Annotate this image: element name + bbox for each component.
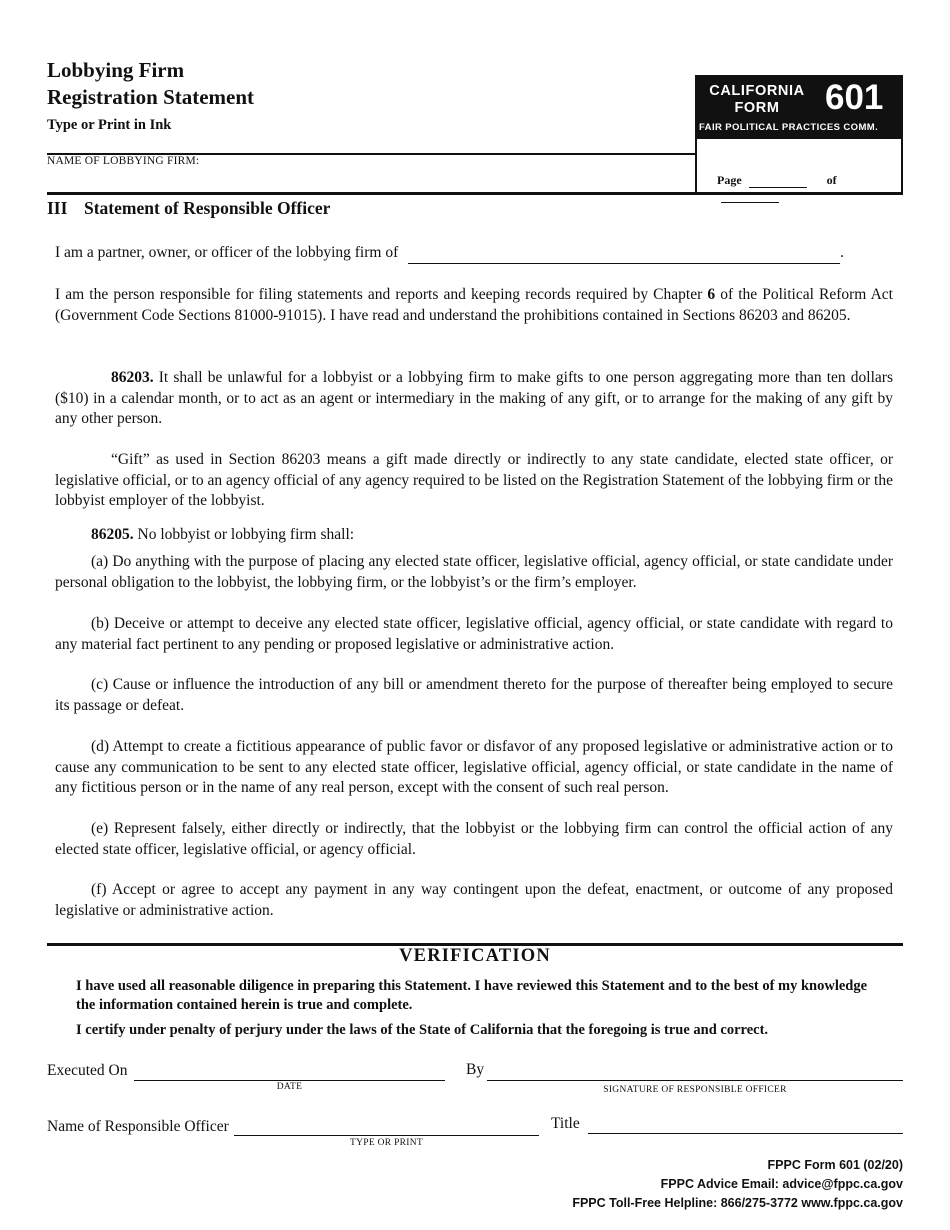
section-86203-number: 86203. — [111, 369, 154, 386]
by-label: By — [466, 1061, 485, 1078]
form-number: 601 — [825, 78, 884, 117]
form-title-line2: Registration Statement — [47, 85, 255, 109]
form-title-line1: Lobbying Firm — [47, 58, 185, 82]
section-title: Statement of Responsible Officer — [84, 198, 331, 218]
form-number-box — [695, 75, 903, 194]
section-86203 — [55, 368, 893, 430]
footer-form-version: FPPC Form 601 (02/20) — [767, 1158, 903, 1172]
prohibition-b: (b) Deceive or attempt to deceive any elected state officer, legislative official, agency official, or state candidate with regard to any material fact pertinent to any pending or proposed legislative or administrative action. — [55, 615, 893, 653]
section-86203-text: It shall be unlawful for a lobbyist or a lobbying firm to make gifts to one person aggregating more than ten dollars ($10) in a calendar month, or to act as an agent or intermediary in the making of any gift, or to arrange for the making of any gift by any other person. — [55, 369, 893, 427]
page-number-field[interactable] — [749, 175, 807, 188]
verification-title: VERIFICATION — [399, 946, 551, 966]
of-label: of — [826, 173, 837, 187]
type-or-print-caption: TYPE OR PRINT — [349, 1138, 424, 1148]
prohibition-f: (f) Accept or agree to accept any payment in any way contingent upon the defeat, enactment, or outcome of any proposed legislative or administrative action. — [55, 881, 893, 919]
prohibition-c: (c) Cause or influence the introduction of any bill or amendment thereto for the purpose of thereafter being employed to secure its passage or defeat. — [55, 676, 893, 714]
prohibition-e: (e) Represent falsely, either directly or indirectly, that the lobbyist or the lobbying firm can control the official action of any elected state officer, legislative official, or agency official. — [55, 820, 893, 858]
title-field[interactable] — [588, 1133, 903, 1134]
agency-name: FAIR POLITICAL PRACTICES COMM. — [699, 122, 879, 133]
firm-statement — [55, 243, 893, 264]
lobbying-firm-name-label: NAME OF LOBBYING FIRM: — [47, 155, 200, 167]
form-jurisdiction — [707, 83, 807, 117]
form-title — [47, 57, 254, 111]
page-counter — [717, 173, 901, 203]
section-numeral: III — [47, 198, 68, 218]
footer — [572, 1156, 903, 1213]
responsibility-paragraph — [55, 285, 893, 326]
prohibition-a: (a) Do anything with the purpose of placing any elected state officer, legislative official, agency official, or state candidate under personal obligation to the lobbyist, the lobbying firm, or the lobbyist’s or the firm’s employer. — [55, 553, 893, 591]
signature-field[interactable] — [487, 1080, 903, 1081]
responsible-officer-name-field[interactable] — [234, 1135, 539, 1136]
section-86205-number: 86205. — [91, 526, 134, 543]
form-number-banner — [697, 77, 901, 139]
executed-on-label: Executed On — [47, 1062, 128, 1079]
verification-diligence: I have used all reasonable diligence in preparing this Statement. I have reviewed this Statement and to the best of my knowledge the information contained herein is true and complete. — [76, 978, 868, 1013]
footer-advice-email: FPPC Advice Email: advice@fppc.ca.gov — [660, 1177, 903, 1191]
form-label: FORM — [734, 100, 780, 116]
lobbying-firm-name-field[interactable] — [47, 170, 687, 190]
responsibility-text-2: of the Political Reform Act (Government Code Sections 81000-91015). I have read and understand the prohibitions contained in Sections 86203 and 86205. — [55, 286, 893, 324]
prohibition-d: (d) Attempt to create a fictitious appearance of public favor or disfavor of any proposed legislative or administrative action or to cause any communication to be sent to any elected state officer, legislative official, agency official, or state candidate in the name of any fictitious person or in the name of any real person, except with the consent of such real person. — [55, 738, 893, 796]
verification-perjury: I certify under penalty of perjury under the laws of the State of California that the foregoing is true and correct. — [76, 1022, 769, 1038]
signature-caption: SIGNATURE OF RESPONSIBLE OFFICER — [603, 1085, 787, 1095]
california-label: CALIFORNIA — [709, 83, 805, 99]
firm-statement-period: . — [840, 244, 844, 261]
section-86205 — [55, 525, 893, 546]
footer-helpline: FPPC Toll-Free Helpline: 866/275-3772 www.fppc.ca.gov — [572, 1196, 903, 1210]
date-caption: DATE — [276, 1082, 303, 1092]
responsible-officer-name-label: Name of Responsible Officer — [47, 1118, 229, 1135]
form-subtitle: Type or Print in Ink — [47, 117, 172, 133]
section-86205-text: No lobbyist or lobbying firm shall: — [133, 526, 355, 543]
page-label: Page — [717, 173, 742, 187]
gift-definition: “Gift” as used in Section 86203 means a gift made directly or indirectly to any state candidate, elected state officer, or legislative official, or to an agency official of any agency required to be listed on the Registration Statement of the lobbying firm or the lobbyist employer of the lobbyist. — [55, 451, 893, 509]
section-divider — [47, 192, 903, 195]
firm-statement-text: I am a partner, owner, or officer of the lobbying firm of — [55, 244, 399, 261]
chapter-number: 6 — [707, 286, 716, 303]
firm-name-field[interactable] — [408, 249, 840, 264]
title-label: Title — [551, 1115, 580, 1132]
responsibility-text-1: I am the person responsible for filing statements and reports and keeping records required by Chapter — [55, 286, 708, 303]
section-heading — [47, 198, 330, 219]
